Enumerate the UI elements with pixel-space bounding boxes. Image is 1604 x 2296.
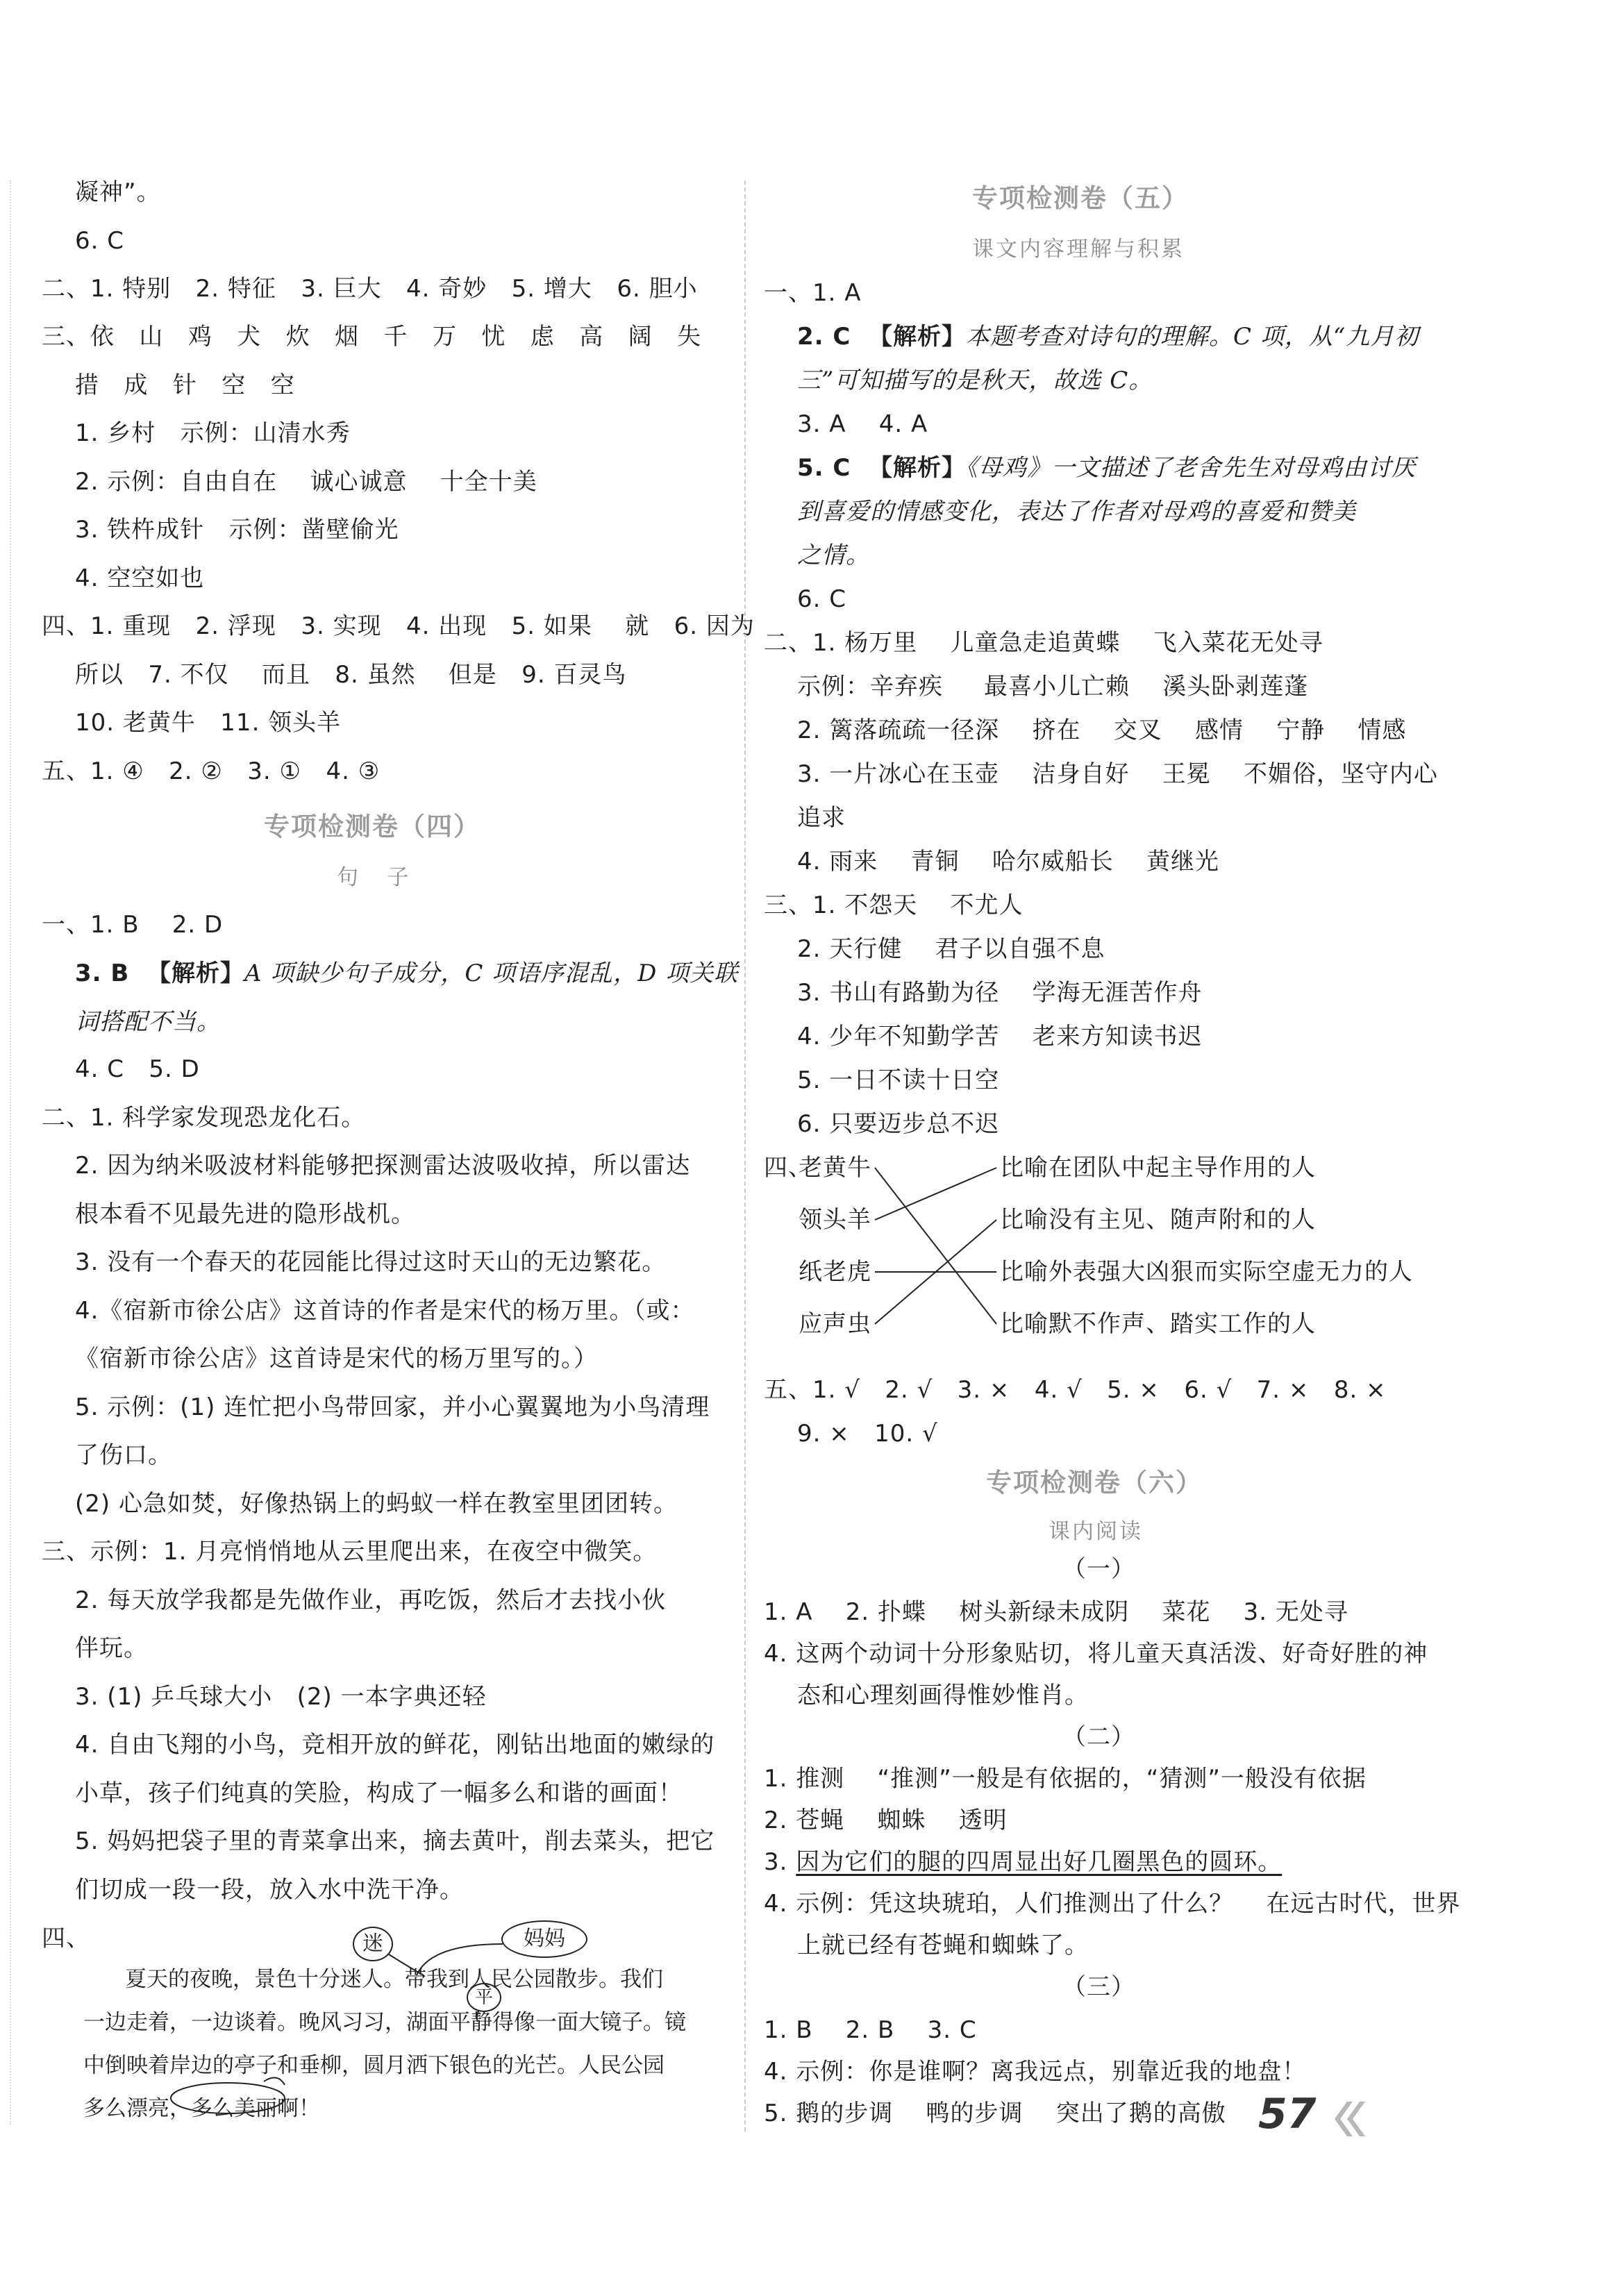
answer-line: 词搭配不当。 — [75, 1008, 221, 1036]
answer-line: 二、1. 科学家发现恐龙化石。 — [42, 1104, 366, 1132]
answer-line: 5. 鹅的步调 鸭的步调 突出了鹅的高傲 — [764, 2100, 1226, 2127]
answer-line: 三、示例：1. 月亮悄悄地从云里爬出来，在夜空中微笑。 — [42, 1538, 658, 1566]
match-left-item: 纸老虎 — [799, 1258, 871, 1286]
answer-line: 10. 老黄牛 11. 领头羊 — [75, 709, 342, 737]
analysis-label: 5. C 【解析】 — [797, 454, 967, 482]
answer-line: 2. 示例：自由自在 诚心诚意 十全十美 — [75, 468, 537, 496]
answer-line: 上就已经有苍蝇和蜘蛛了。 — [797, 1932, 1089, 1959]
correction-mark: 迷 — [353, 1927, 393, 1961]
answer-line: 2. 每天放学我都是先做作业，再吃饭，然后才去找小伙 — [75, 1586, 667, 1614]
answer-line: 四、 — [764, 1154, 812, 1182]
answer-line — [75, 958, 738, 989]
match-left-item: 应声虫 — [799, 1310, 871, 1338]
section-subtitle: 课文内容理解与积累 — [972, 237, 1185, 262]
answer-line: 凝神”。 — [75, 178, 161, 206]
answer-line: 6. C — [797, 585, 846, 613]
answer-line: 一、1. A — [764, 279, 862, 307]
match-lines — [764, 0, 1458, 1389]
answer-line: 3. (1) 乒乓球大小 (2) 一本字典还轻 — [75, 1683, 487, 1711]
answer-line: 根本看不见最先进的隐形战机。 — [75, 1200, 415, 1228]
answer-line: 4. 空空如也 — [75, 564, 205, 592]
section-title: 专项检测卷（六） — [986, 1468, 1203, 1498]
essay-line: 一边走着，一边谈着。晚风习习，湖面平静得像一面大镜子。镜 — [83, 2010, 686, 2035]
answer-line: 5. 一日不读十日空 — [797, 1066, 1000, 1094]
answer-line: 之情。 — [797, 542, 870, 569]
answer-line: 2. 因为纳米吸波材料能够把探测雷达波吸收掉，所以雷达 — [75, 1152, 691, 1180]
answer-line: 2. 篱落疏疏一径深 挤在 交叉 感情 宁静 情感 — [797, 717, 1407, 744]
answer-line: 一、1. B 2. D — [42, 911, 224, 939]
section-title: 专项检测卷（四） — [264, 812, 481, 841]
answer-line: 3. 一片冰心在玉壶 洁身自好 王冕 不媚俗，坚守内心 — [797, 760, 1438, 788]
answer-line: 三”可知描写的是秋天，故选 C。 — [797, 367, 1153, 394]
answer-line: 小草，孩子们纯真的笑脸，构成了一幅多么和谐的画面！ — [75, 1779, 683, 1807]
match-right-item: 比喻在团队中起主导作用的人 — [1000, 1154, 1316, 1182]
analysis-text: 本题考查对诗句的理解。C 项，从“九月初 — [966, 323, 1419, 351]
answer-line — [764, 1847, 1282, 1877]
answer-line: (2) 心急如焚，好像热锅上的蚂蚁一样在教室里团团转。 — [75, 1490, 678, 1518]
answer-line: 所以 7. 不仅 而且 8. 虽然 但是 9. 百灵鸟 — [75, 661, 627, 689]
underlined-answer: 因为它们的腿的四周显出好几圈黑色的圆环。 — [796, 1848, 1283, 1876]
answer-line: 三、依 山 鸡 犬 炊 烟 千 万 忧 虑 高 阔 失 — [42, 323, 702, 351]
answer-line: 措 成 针 空 空 — [75, 371, 295, 399]
page-number: 57 — [1258, 2090, 1317, 2138]
essay-line: 夏天的夜晚，景色十分迷人。带我到人民公园散步。我们 — [125, 1967, 663, 1992]
answer-line: 四、1. 重现 2. 浮现 3. 实现 4. 出现 5. 如果 就 6. 因为 — [42, 612, 755, 640]
answer-line: 4. C 5. D — [75, 1055, 200, 1083]
passage-number: （二） — [1062, 1723, 1135, 1751]
essay-line: 多么漂亮，多么美丽啊！ — [83, 2096, 320, 2121]
answer-line: 们切成一段一段，放入水中洗干净。 — [75, 1876, 464, 1904]
margin-dotted-line — [10, 181, 11, 2125]
answer-line: 1. 推测 “推测”一般是有依据的，“猜测”一般没有依据 — [764, 1765, 1367, 1793]
answer-line: 二、1. 特别 2. 特征 3. 巨大 4. 奇妙 5. 增大 6. 胆小 — [42, 275, 698, 303]
column-divider — [744, 181, 746, 2131]
analysis-label: 2. C 【解析】 — [797, 323, 967, 351]
analysis-text: A 项缺少句子成分，C 项语序混乱，D 项关联 — [244, 960, 739, 987]
answer-line: 2. 苍蝇 蜘蛛 透明 — [764, 1807, 1008, 1834]
answer-line: 4. 示例：你是谁啊？离我远点，别靠近我的地盘！ — [764, 2058, 1307, 2086]
answer-line: 4. 自由飞翔的小鸟，竞相开放的鲜花，刚钻出地面的嫩绿的 — [75, 1731, 715, 1759]
answer-line: 到喜爱的情感变化，表达了作者对母鸡的喜爱和赞美 — [797, 498, 1356, 526]
answer-line: 1. A 2. 扑蝶 树头新绿未成阴 菜花 3. 无处寻 — [764, 1598, 1348, 1626]
answer-line: 三、1. 不怨天 不尤人 — [764, 891, 1024, 919]
answer-line: 示例：辛弃疾 最喜小儿亡赖 溪头卧剥莲蓬 — [797, 673, 1309, 701]
answer-line: 3. 没有一个春天的花园能比得过这时天山的无边繁花。 — [75, 1248, 667, 1276]
passage-number: （一） — [1062, 1555, 1135, 1583]
passage-number: （三） — [1062, 1973, 1135, 2001]
answer-line: 3. 铁杵成针 示例：凿壁偷光 — [75, 516, 399, 544]
answer-line: 二、1. 杨万里 儿童急走追黄蝶 飞入菜花无处寻 — [764, 629, 1323, 657]
answer-line: 3. 书山有路勤为径 学海无涯苦作舟 — [797, 979, 1203, 1007]
analysis-text: 《母鸡》一文描述了老舍先生对母鸡由讨厌 — [966, 454, 1417, 482]
answer-line: 6. C — [75, 227, 124, 255]
match-left-item: 老黄牛 — [799, 1154, 871, 1182]
answer-line: 6. 只要迈步总不迟 — [797, 1110, 1000, 1138]
correction-mark: 妈妈 — [501, 1920, 587, 1958]
answer-line: 追求 — [797, 804, 846, 832]
analysis-label: 3. B 【解析】 — [75, 960, 244, 987]
section-subtitle: 句 子 — [337, 865, 411, 890]
answer-line: 1. B 2. B 3. C — [764, 2016, 977, 2044]
match-left-item: 领头羊 — [799, 1206, 871, 1234]
answer-line: 五、1. ④ 2. ② 3. ① 4. ③ — [42, 757, 381, 785]
double-chevron-left-icon — [1326, 2098, 1368, 2140]
answer-line: 9. × 10. √ — [797, 1420, 938, 1448]
answer-num: 3. — [764, 1848, 796, 1876]
answer-line: 了伤口。 — [75, 1441, 172, 1469]
answer-line: 3. A 4. A — [797, 410, 928, 438]
answer-line: 5. 妈妈把袋子里的青菜拿出来，摘去黄叶，削去菜头，把它 — [75, 1827, 715, 1855]
match-right-item: 比喻外表强大凶狠而实际空虚无力的人 — [1000, 1258, 1413, 1286]
answer-line: 1. 乡村 示例：山清水秀 — [75, 419, 351, 447]
match-right-item: 比喻没有主见、随声附和的人 — [1000, 1206, 1316, 1234]
answer-line: 《宿新市徐公店》这首诗是宋代的杨万里写的。） — [75, 1345, 598, 1373]
answer-line: 4. 示例：凭这块琥珀，人们推测出了什么？ 在远古时代，世界 — [764, 1890, 1461, 1918]
answer-line: 4.《宿新市徐公店》这首诗的作者是宋代的杨万里。（或： — [75, 1297, 695, 1325]
match-right-item: 比喻默不作声、踏实工作的人 — [1000, 1310, 1316, 1338]
answer-line: 态和心理刻画得惟妙惟肖。 — [797, 1682, 1089, 1709]
answer-line: 4. 少年不知勤学苦 老来方知读书迟 — [797, 1023, 1203, 1050]
section-title: 专项检测卷（五） — [972, 183, 1189, 213]
answer-line: 4. 这两个动词十分形象贴切，将儿童天真活泼、好奇好胜的神 — [764, 1640, 1428, 1668]
correction-mark: 平 — [467, 1983, 501, 2012]
answer-line: 五、1. √ 2. √ 3. × 4. √ 5. × 6. √ 7. × 8. × — [764, 1376, 1387, 1404]
answer-line: 四、 — [42, 1925, 90, 1952]
answer-line: 4. 雨来 青铜 哈尔威船长 黄继光 — [797, 848, 1219, 875]
section-subtitle: 课内阅读 — [1049, 1519, 1143, 1544]
answer-line: 伴玩。 — [75, 1634, 148, 1662]
answer-line: 2. 天行健 君子以自强不息 — [797, 935, 1105, 963]
essay-line: 中倒映着岸边的亭子和垂柳，圆月洒下银色的光芒。人民公园 — [83, 2053, 665, 2078]
answer-line: 5. 示例：(1) 连忙把小鸟带回家，并小心翼翼地为小鸟清理 — [75, 1393, 710, 1421]
